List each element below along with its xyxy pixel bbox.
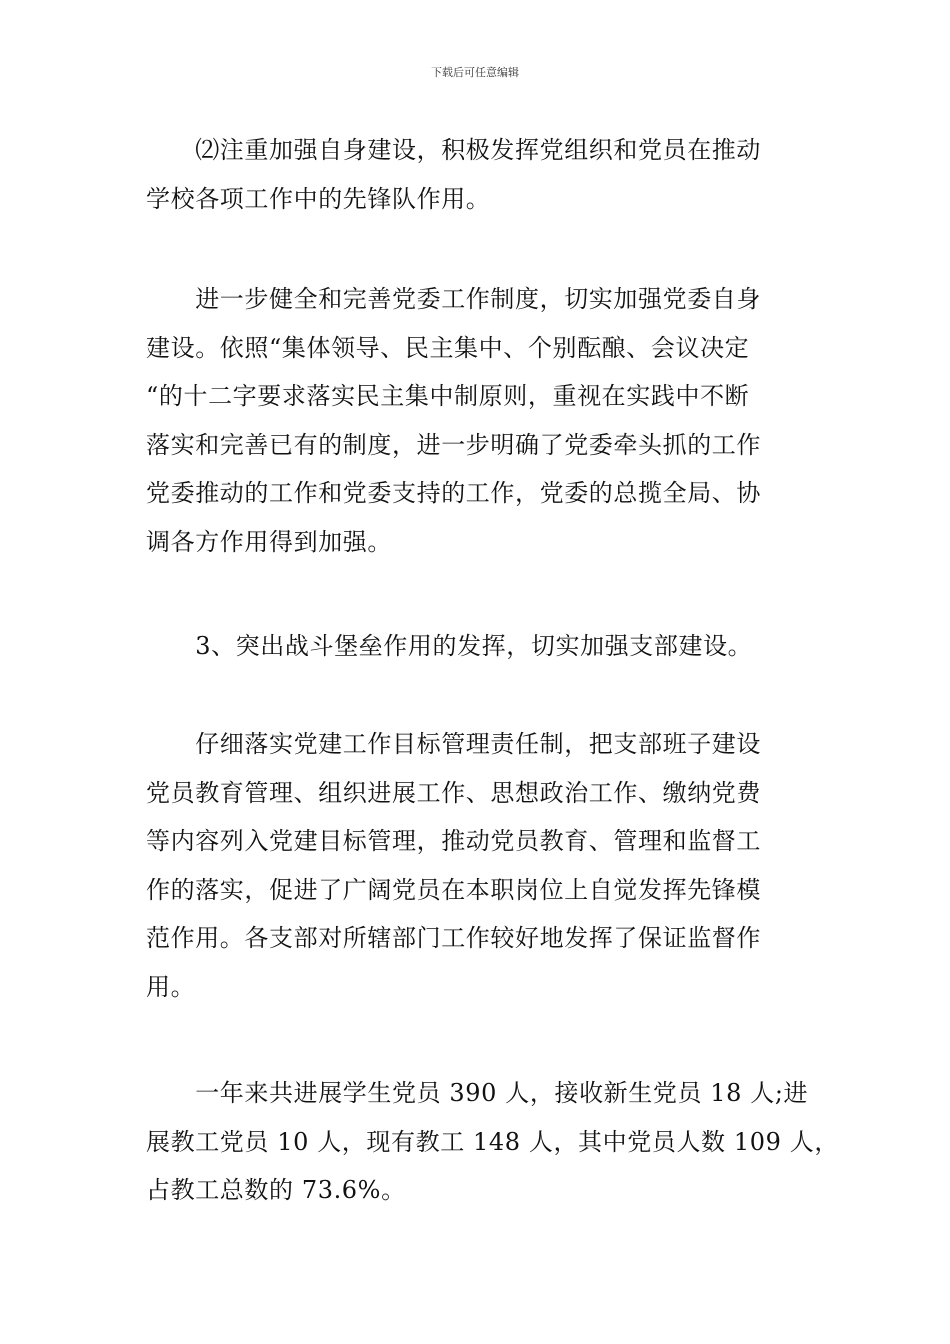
paragraph-line: 落实和完善已有的制度，进一步明确了党委牵头抓的工作 <box>146 430 761 459</box>
paragraph-line: 等内容列入党建目标管理，推动党员教育、管理和监督工 <box>146 827 761 856</box>
paragraph-line: 展教工党员 10 人，现有教工 148 人，其中党员人数 109 人， <box>146 1127 839 1156</box>
paragraph-line: 占教工总数的 73.6%。 <box>146 1176 406 1205</box>
paragraph-line: 学校各项工作中的先锋队作用。 <box>146 184 491 213</box>
paragraph-line: 一年来共进展学生党员 390 人，接收新生党员 18 人;进 <box>146 1079 809 1107</box>
paragraph-line: 范作用。各支部对所辖部门工作较好地发挥了保证监督作 <box>146 924 761 953</box>
page-header: 下载后可任意编辑 <box>431 66 519 79</box>
paragraph-4 <box>146 720 818 1012</box>
paragraph-3 <box>146 622 818 671</box>
paragraph-line: 用。 <box>146 972 196 1001</box>
paragraph-line: 进一步健全和完善党委工作制度，切实加强党委自身 <box>146 285 761 313</box>
paragraph-line: ⑵注重加强自身建设，积极发挥党组织和党员在推动 <box>146 136 761 164</box>
paragraph-line: 仔细落实党建工作目标管理责任制，把支部班子建设 <box>146 730 761 758</box>
paragraph-line: 建设。依照“集体领导、民主集中、个别酝酿、会议决定 <box>146 333 750 362</box>
paragraph-line: “的十二字要求落实民主集中制原则，重视在实践中不断 <box>146 382 750 411</box>
paragraph-2 <box>146 275 818 567</box>
paragraph-1 <box>146 126 818 223</box>
paragraph-line: 调各方作用得到加强。 <box>146 527 392 556</box>
paragraph-line: 党委推动的工作和党委支持的工作，党委的总揽全局、协 <box>146 479 761 508</box>
paragraph-5 <box>146 1069 839 1215</box>
paragraph-line: 作的落实，促进了广阔党员在本职岗位上自觉发挥先锋模 <box>146 875 761 904</box>
paragraph-line: 3、突出战斗堡垒作用的发挥，切实加强支部建设。 <box>146 632 753 660</box>
paragraph-line: 党员教育管理、组织进展工作、思想政治工作、缴纳党费 <box>146 778 761 807</box>
